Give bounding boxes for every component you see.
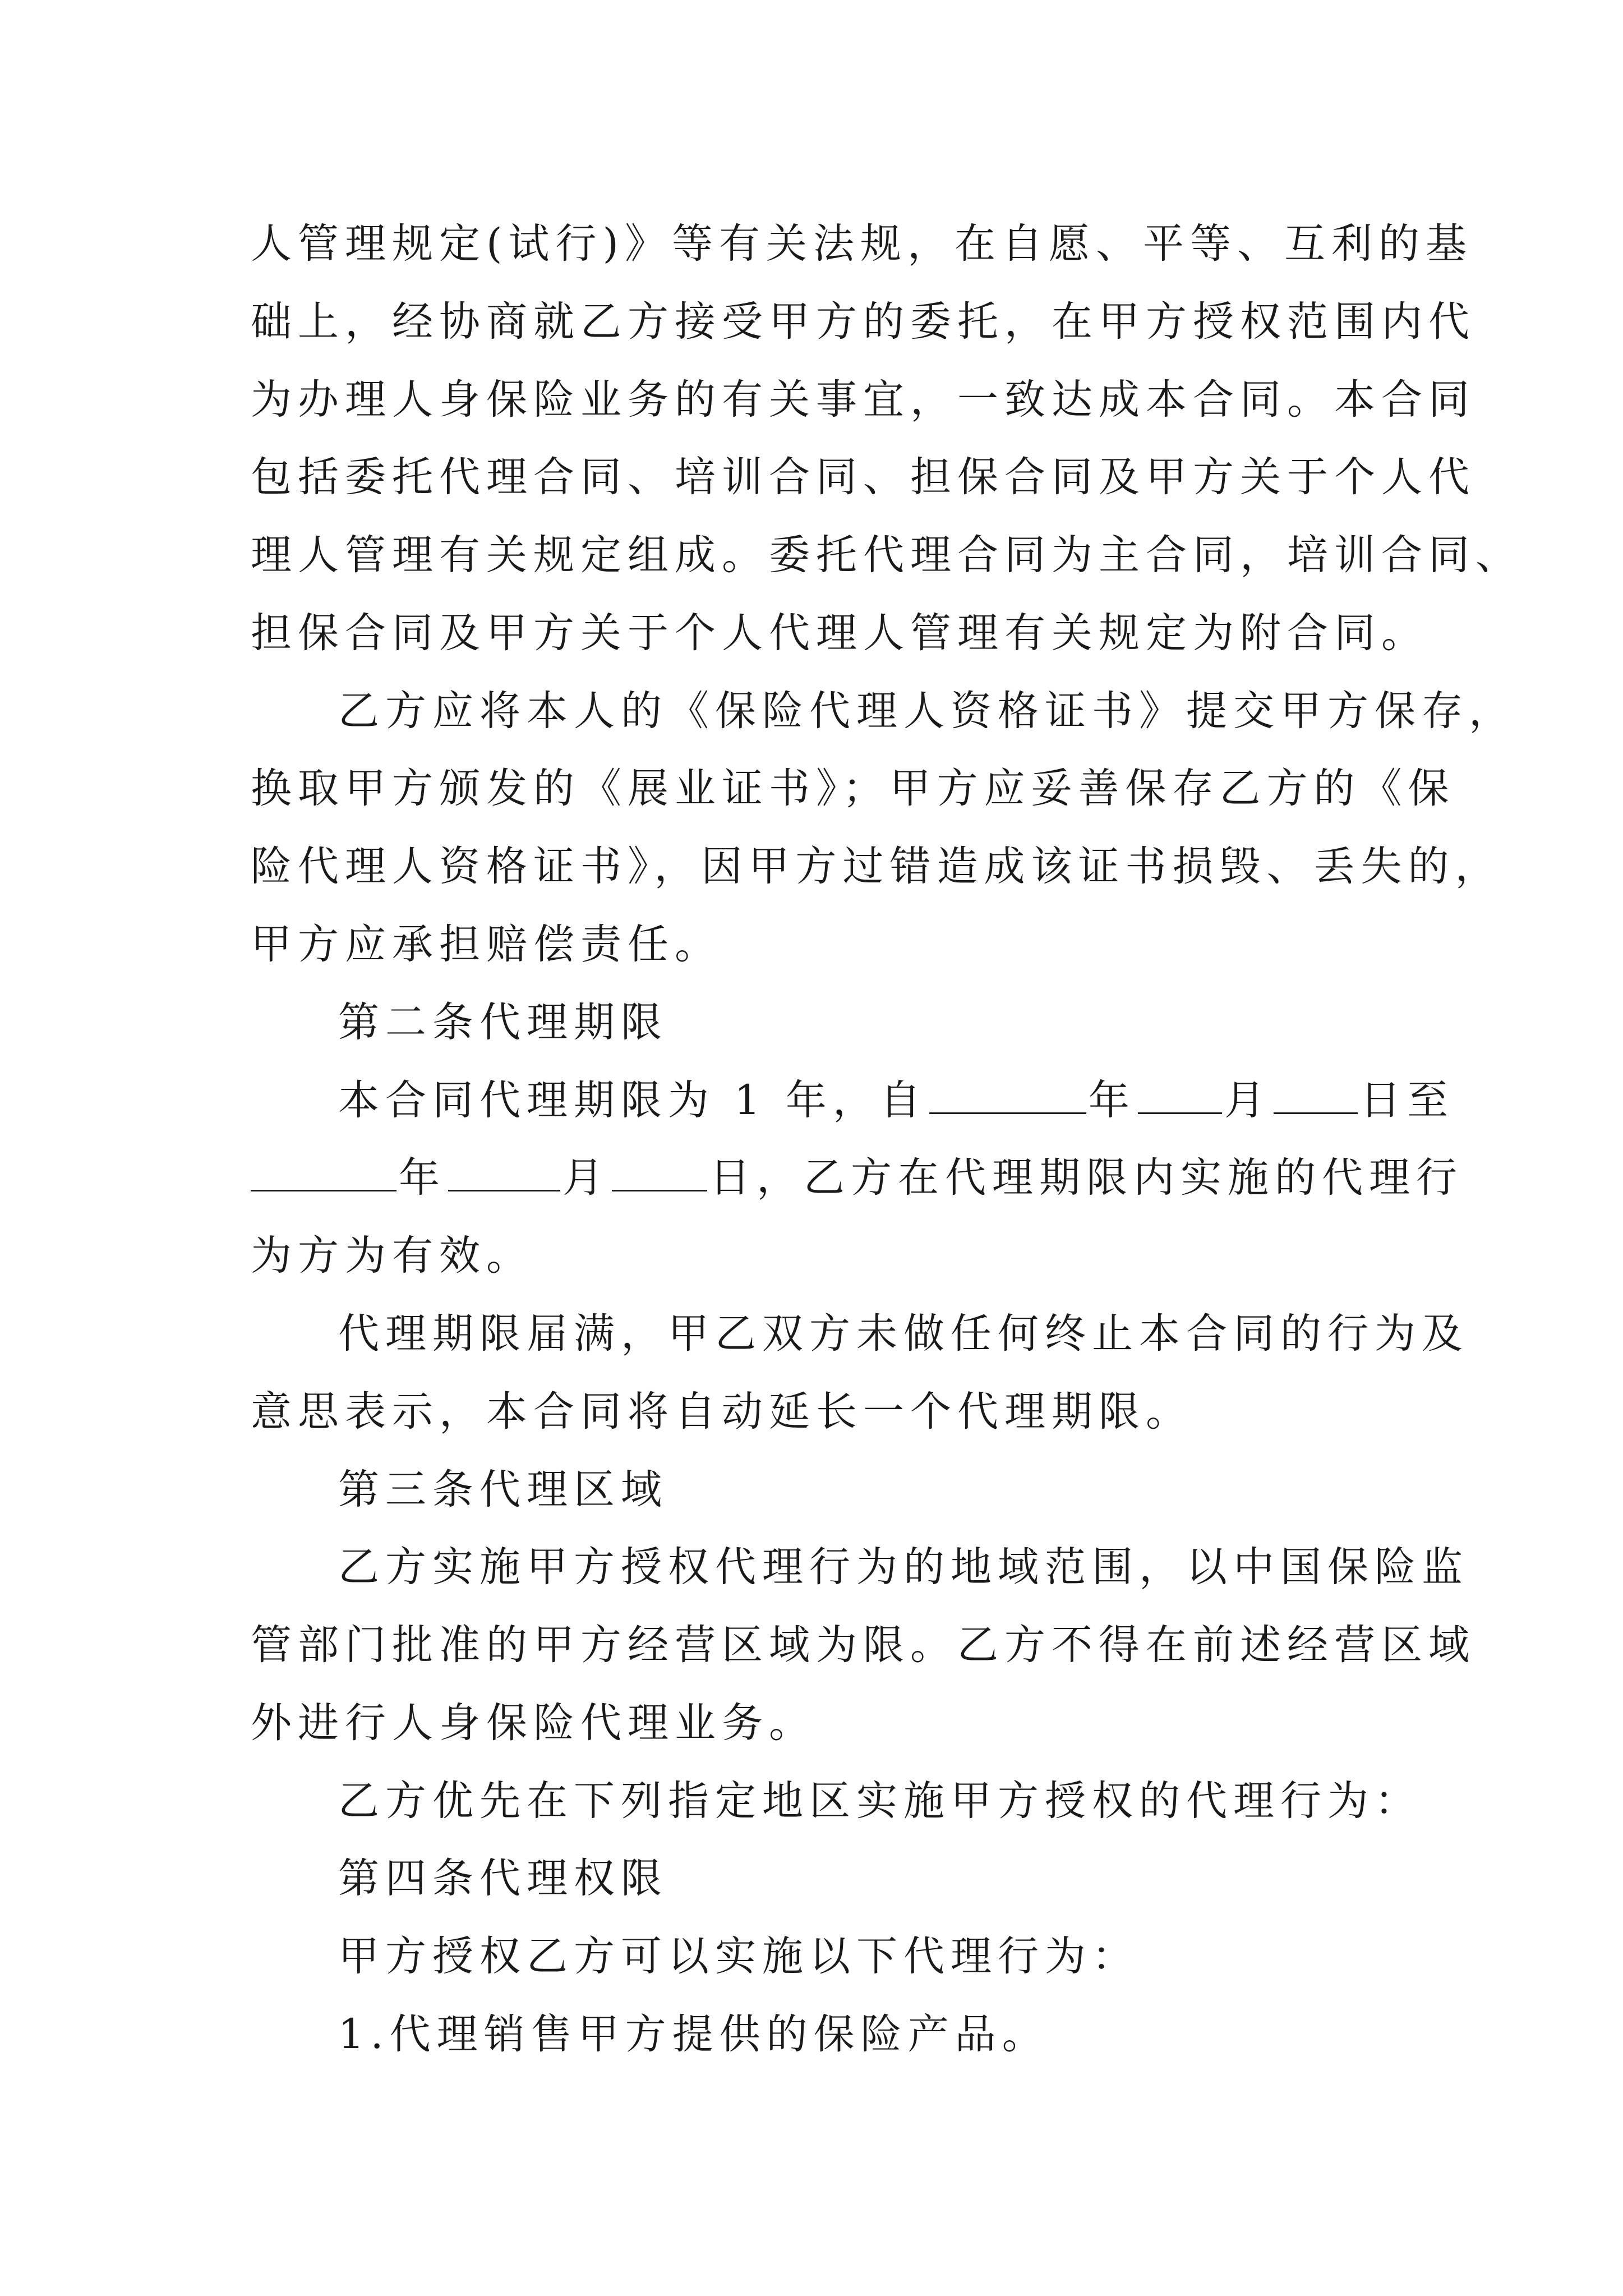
text-line: 甲方授权乙方可以实施以下代理行为： bbox=[338, 1932, 1139, 1980]
text-line: 担保合同及甲方关于个人代理人管理有关规定为附合同。 bbox=[251, 609, 1428, 657]
year-label: 年 bbox=[1088, 1076, 1136, 1124]
text-line: 换取甲方颁发的《展业证书》；甲方应妥善保存乙方的《保 bbox=[251, 765, 1455, 812]
text-line: 外进行人身保险代理业务。 bbox=[251, 1699, 816, 1747]
start-month-blank bbox=[1138, 1080, 1222, 1114]
text-line: 管部门批准的甲方经营区域为限。乙方不得在前述经营区域 bbox=[251, 1621, 1476, 1669]
term-end-text: 日，乙方在代理期限内实施的代理行 bbox=[709, 1154, 1463, 1202]
text-line: 理人管理有关规定组成。委托代理合同为主合同，培训合同、 bbox=[251, 531, 1523, 579]
text-line: 代理期限届满，甲乙双方未做任何终止本合同的行为及 bbox=[338, 1310, 1469, 1358]
day-to-label: 日至 bbox=[1359, 1076, 1454, 1124]
term-line bbox=[338, 1076, 1454, 1124]
month-label: 月 bbox=[1224, 1076, 1271, 1124]
text-line: 乙方应将本人的《保险代理人资格证书》提交甲方保存， bbox=[338, 687, 1516, 735]
text-line: 为办理人身保险业务的有关事宜，一致达成本合同。本合同 bbox=[251, 376, 1476, 424]
text-line: 础上，经协商就乙方接受甲方的委托，在甲方授权范围内代 bbox=[251, 298, 1476, 346]
text-line: 乙方优先在下列指定地区实施甲方授权的代理行为： bbox=[338, 1777, 1422, 1825]
text-line: 乙方实施甲方授权代理行为的地域范围，以中国保险监 bbox=[338, 1543, 1469, 1591]
start-year-blank bbox=[929, 1080, 1086, 1114]
text-line: 险代理人资格证书》，因甲方过错造成该证书损毁、丢失的， bbox=[251, 843, 1502, 890]
text-line: 为方为有效。 bbox=[251, 1232, 533, 1280]
term-line bbox=[251, 1154, 1463, 1202]
text-line: 意思表示，本合同将自动延长一个代理期限。 bbox=[251, 1388, 1193, 1435]
end-month-blank bbox=[448, 1157, 560, 1191]
text-line: 甲方应承担赔偿责任。 bbox=[251, 921, 722, 968]
text-line: 人管理规定(试行)》等有关法规，在自愿、平等、互利的基 bbox=[251, 220, 1473, 268]
end-year-blank bbox=[251, 1157, 396, 1191]
year-label: 年 bbox=[399, 1154, 446, 1202]
start-day-blank bbox=[1274, 1080, 1358, 1114]
end-day-blank bbox=[612, 1157, 707, 1191]
month-label: 月 bbox=[562, 1154, 610, 1202]
article-heading: 第二条代理期限 bbox=[338, 999, 668, 1046]
term-prefix: 本合同代理期限为 1 年，自 bbox=[338, 1076, 927, 1124]
list-item: 1.代理销售甲方提供的保险产品。 bbox=[338, 2010, 1049, 2058]
text-line: 包括委托代理合同、培训合同、担保合同及甲方关于个人代 bbox=[251, 453, 1476, 501]
article-heading: 第三条代理区域 bbox=[338, 1466, 668, 1513]
article-heading: 第四条代理权限 bbox=[338, 1855, 668, 1902]
